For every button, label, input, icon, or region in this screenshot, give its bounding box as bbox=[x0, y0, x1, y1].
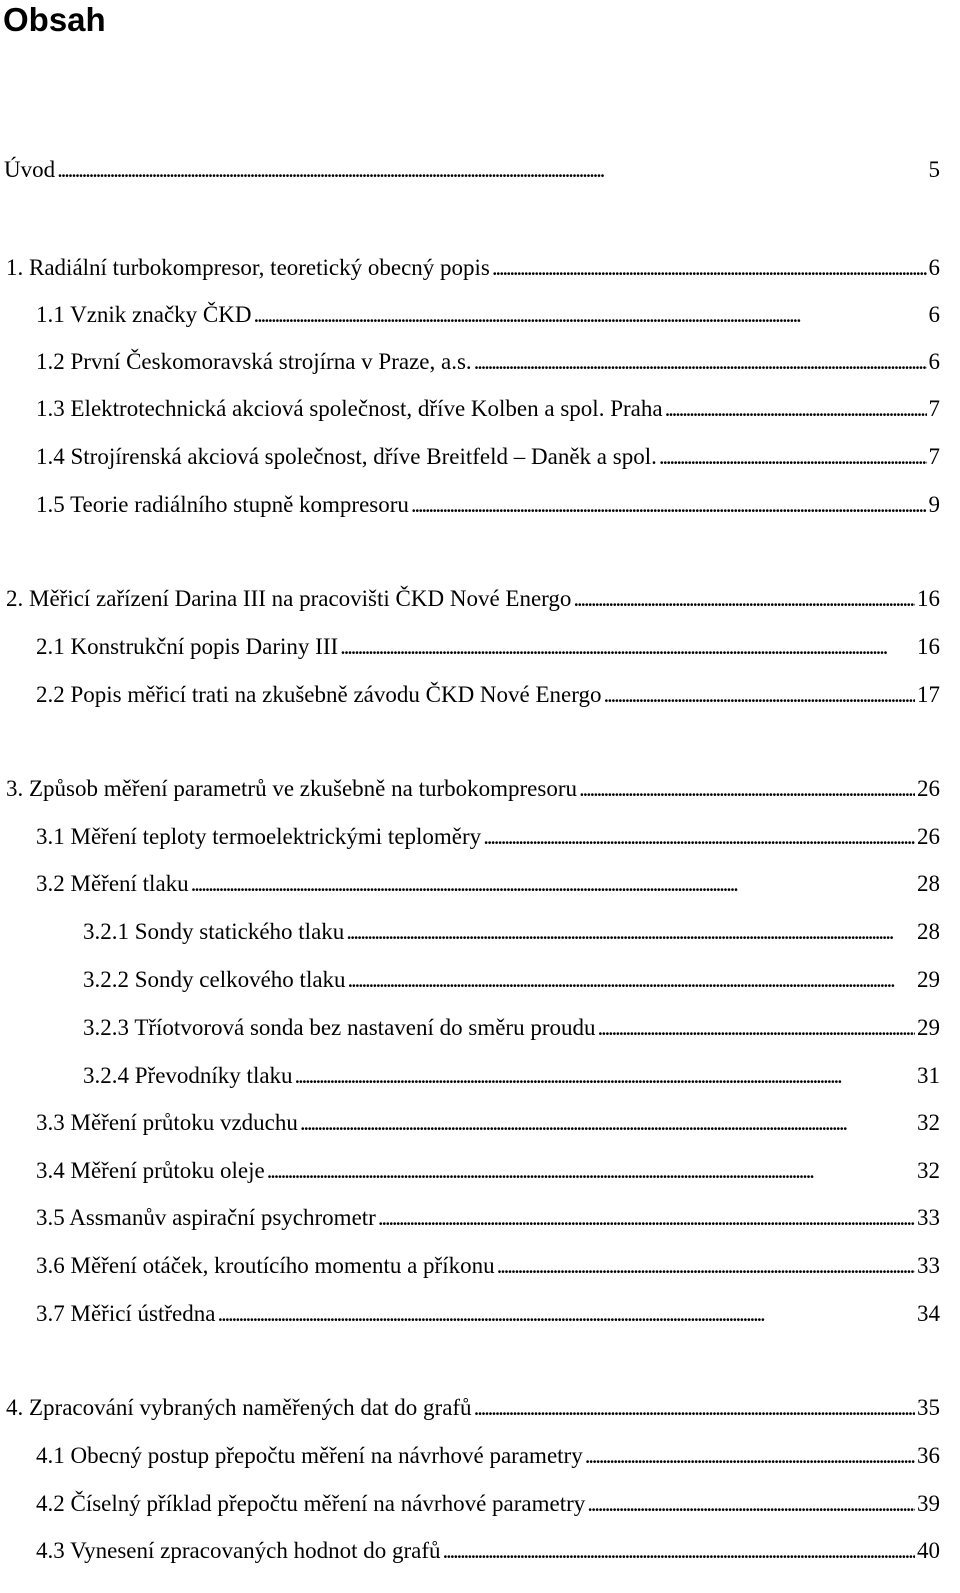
toc-page-number: 7 bbox=[928, 444, 940, 469]
toc-entry-label: 3.2.3 Tříotvorová sonda bez nastavení do směru proudu bbox=[83, 1015, 596, 1040]
toc-entry-label: 3.3 Měření průtoku vzduchu bbox=[36, 1110, 298, 1135]
dot-leader bbox=[57, 155, 926, 185]
toc-entry-3-6[interactable] bbox=[36, 1251, 940, 1281]
toc-entry-label: 1.2 První Českomoravská strojírna v Praze, a.s. bbox=[36, 349, 472, 374]
dot-leader bbox=[573, 584, 915, 614]
toc-page-number: 29 bbox=[917, 967, 940, 992]
toc-page-number: 16 bbox=[917, 586, 940, 611]
dot-leader bbox=[253, 300, 926, 330]
toc-entry-label: 1. Radiální turbokompresor, teoretický obecný popis bbox=[6, 255, 490, 280]
toc-entry-4-1[interactable] bbox=[36, 1441, 940, 1471]
toc-page-number: 28 bbox=[917, 919, 940, 944]
dot-leader bbox=[587, 1489, 915, 1519]
toc-page-number: 5 bbox=[928, 157, 940, 182]
toc-entry-label: 3.2.2 Sondy celkového tlaku bbox=[83, 967, 346, 992]
toc-page-number: 34 bbox=[917, 1301, 940, 1326]
toc-page-number: 39 bbox=[917, 1491, 940, 1516]
toc-entry-1-1[interactable] bbox=[36, 300, 940, 330]
toc-entry-label: 2. Měřicí zařízení Darina III na pracovišti ČKD Nové Energo bbox=[6, 586, 572, 611]
dot-leader bbox=[665, 394, 927, 424]
toc-entry-4-2[interactable] bbox=[36, 1489, 940, 1519]
toc-page-number: 35 bbox=[917, 1395, 940, 1420]
toc-entry-uvod[interactable] bbox=[4, 155, 940, 185]
toc-entry-1-5[interactable] bbox=[36, 490, 940, 520]
dot-leader bbox=[474, 347, 927, 377]
toc-entry-label: 3.1 Měření teploty termoelektrickými teploměry bbox=[36, 824, 482, 849]
toc-entry-label: 1.1 Vznik značky ČKD bbox=[36, 302, 252, 327]
toc-entry-3-2-4[interactable] bbox=[83, 1061, 940, 1091]
toc-entry-label: 2.2 Popis měřicí trati na zkušebně závodu ČKD Nové Energo bbox=[36, 682, 602, 707]
toc-entry-label: 3.4 Měření průtoku oleje bbox=[36, 1158, 265, 1183]
toc-entry-1[interactable] bbox=[6, 253, 940, 283]
toc-page-number: 36 bbox=[917, 1443, 940, 1468]
dot-leader bbox=[295, 1061, 915, 1091]
toc-entry-label: 1.4 Strojírenská akciová společnost, dříve Breitfeld – Daněk a spol. bbox=[36, 444, 657, 469]
toc-entry-4-3[interactable] bbox=[36, 1536, 940, 1566]
toc-entry-label: 3.2.4 Převodníky tlaku bbox=[83, 1063, 293, 1088]
dot-leader bbox=[659, 442, 927, 472]
toc-page-number: 31 bbox=[917, 1063, 940, 1088]
dot-leader bbox=[483, 822, 915, 852]
toc-page-number: 29 bbox=[917, 1015, 940, 1040]
dot-leader bbox=[411, 490, 927, 520]
dot-leader bbox=[348, 965, 915, 995]
dot-leader bbox=[378, 1203, 915, 1233]
toc-page-number: 40 bbox=[917, 1538, 940, 1563]
dot-leader bbox=[217, 1299, 915, 1329]
toc-entry-3-5[interactable] bbox=[36, 1203, 940, 1233]
toc-page-number: 6 bbox=[928, 302, 940, 327]
toc-entry-label: 4.3 Vynesení zpracovaných hodnot do grafů bbox=[36, 1538, 441, 1563]
toc-page-number: 9 bbox=[928, 492, 940, 517]
dot-leader bbox=[191, 869, 915, 899]
dot-leader bbox=[604, 680, 916, 710]
dot-leader bbox=[474, 1393, 915, 1423]
toc-entry-label: 4. Zpracování vybraných naměřených dat do grafů bbox=[6, 1395, 472, 1420]
toc-entry-3-7[interactable] bbox=[36, 1299, 940, 1329]
toc-page-number: 33 bbox=[917, 1253, 940, 1278]
toc-page-number: 32 bbox=[917, 1158, 940, 1183]
toc-page-number: 7 bbox=[928, 396, 940, 421]
toc-entry-label: 4.2 Číselný příklad přepočtu měření na návrhové parametry bbox=[36, 1491, 586, 1516]
toc-entry-3-2-3[interactable] bbox=[83, 1013, 940, 1043]
dot-leader bbox=[579, 774, 915, 804]
dot-leader bbox=[300, 1108, 915, 1138]
toc-entry-3-3[interactable] bbox=[36, 1108, 940, 1138]
toc-page-number: 17 bbox=[917, 682, 940, 707]
toc-entry-3-2-2[interactable] bbox=[83, 965, 940, 995]
toc-entry-3-1[interactable] bbox=[36, 822, 940, 852]
toc-entry-4[interactable] bbox=[6, 1393, 940, 1423]
dot-leader bbox=[346, 917, 915, 947]
toc-entry-2-1[interactable] bbox=[36, 632, 940, 662]
toc-page-number: 6 bbox=[928, 349, 940, 374]
toc-page-number: 6 bbox=[928, 255, 940, 280]
dot-leader bbox=[598, 1013, 916, 1043]
toc-entry-label: 2.1 Konstrukční popis Dariny III bbox=[36, 634, 339, 659]
dot-leader bbox=[443, 1536, 915, 1566]
toc-entry-1-2[interactable] bbox=[36, 347, 940, 377]
toc-entry-3[interactable] bbox=[6, 774, 940, 804]
toc-entry-label: 3. Způsob měření parametrů ve zkušebně na turbokompresoru bbox=[6, 776, 577, 801]
toc-entry-label: 1.5 Teorie radiálního stupně kompresoru bbox=[36, 492, 409, 517]
toc-entry-3-2[interactable] bbox=[36, 869, 940, 899]
toc-entry-label: 1.3 Elektrotechnická akciová společnost, dříve Kolben a spol. Praha bbox=[36, 396, 663, 421]
toc-page-number: 28 bbox=[917, 871, 940, 896]
toc-entry-1-3[interactable] bbox=[36, 394, 940, 424]
toc-entry-label: Úvod bbox=[4, 157, 56, 182]
toc-page-number: 26 bbox=[917, 776, 940, 801]
page-title: Obsah bbox=[3, 1, 106, 38]
toc-entry-label: 3.6 Měření otáček, kroutícího momentu a příkonu bbox=[36, 1253, 495, 1278]
dot-leader bbox=[267, 1156, 915, 1186]
dot-leader bbox=[497, 1251, 915, 1281]
toc-page-number: 16 bbox=[917, 634, 940, 659]
toc-page-number: 33 bbox=[917, 1205, 940, 1230]
toc-entry-label: 4.1 Obecný postup přepočtu měření na návrhové parametry bbox=[36, 1443, 583, 1468]
dot-leader bbox=[585, 1441, 915, 1471]
toc-entry-2[interactable] bbox=[6, 584, 940, 614]
toc-page-number: 26 bbox=[917, 824, 940, 849]
toc-page-number: 32 bbox=[917, 1110, 940, 1135]
toc-entry-label: 3.7 Měřicí ústředna bbox=[36, 1301, 216, 1326]
toc-entry-3-4[interactable] bbox=[36, 1156, 940, 1186]
toc-entry-label: 3.2 Měření tlaku bbox=[36, 871, 189, 896]
toc-entry-label: 3.5 Assmanův aspirační psychrometr bbox=[36, 1205, 376, 1230]
toc-entry-2-2[interactable] bbox=[36, 680, 940, 710]
toc-entry-1-4[interactable] bbox=[36, 442, 940, 472]
dot-leader bbox=[492, 253, 927, 283]
dot-leader bbox=[340, 632, 915, 662]
toc-entry-3-2-1[interactable] bbox=[83, 917, 940, 947]
toc-entry-label: 3.2.1 Sondy statického tlaku bbox=[83, 919, 345, 944]
